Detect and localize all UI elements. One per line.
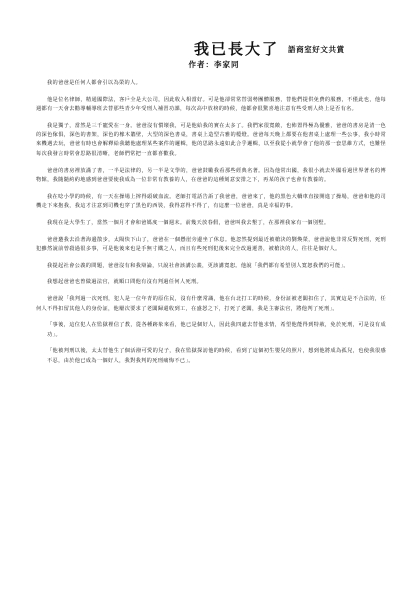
document-title: 我已長大了 <box>194 40 280 58</box>
paragraph: 我想起爸爸也曾做過法官，就順口問他有沒有判過任何人死刑。 <box>47 279 203 286</box>
quote-paragraph: 「他被判刑以後，太太替他生了個活潑可愛的兒子，我在監獄探訪他的時候，看到了這個初生嬰兒的照片，想到他將成為孤兒，也使我很感不忍，由於他已成為一個好人，我對我判的死刑痛悔不已」。 <box>47 348 386 364</box>
paragraph: 爸爸邀我去沿著海邊散步，太陽快下山了，爸爸在一個懸崖旁邊坐了休息。他忽然提到最近被槍決的劉煥榮，爸爸說他非常反對死刑，死刑犯雖然說前曾殺過很多事，可是他後來也是手無寸鐵之人，而且有些死刑犯後來完全改過遷善，被槍決的人，往往是個好人。 <box>36 236 386 252</box>
paragraph: 爸爸的書房裡放滿了書，一半是法律的，另一半是文學的，爸爸鼓勵我看那些經典名著。因為他常出國，我很小就去外國看過世界著名的博物館，我隨隨約約地感到爸爸要使我成為一位非常有教養的人，在爸爸的這種刻意安排之下，再某的孩子也會有教養的。 <box>36 167 386 183</box>
quote-paragraph: 「事後，這位犯人在監獄裡信了教，從各種跡象來看，他已是個好人，因此我四處去替他求情，希望他能得到特赦，免於死刑，可是沒有成功」。 <box>47 322 386 338</box>
paragraph: 我是獨子，當然是三千寵愛在一身。爸爸沒有慣壞我，可是他給我的實在太多了。我們家很寬敞，也佈置得極為優雅，爸爸的書房是清一色的深色傢俱，深色的書架，深色的橡木牆壁，大型的深色書桌，書桌上造型古雅的檯燈。爸爸每天晚上都要在他書桌上處理一些公事，我小時常來機遇去玩，爸爸有時也會解釋給我聽他處理某些案件的邏輯，他的思路永遠如此合乎邏輯，以至我從小就學會了他的那一套思維方式，也難怪每次我發言時常會思路很清晰，老師們常把一直都喜歡我。 <box>36 122 386 157</box>
paragraph: 我提起社會公義的問題，爸爸沒有和我辯論，只說社會該講公義，更該講寬恕。他說「我們都有希望別人寬恕我們的可能」。 <box>47 262 349 269</box>
paragraph: 我在唸小學的時候，有一天在操場上摔得頭破血流。老師打電話告訴了我爸爸，爸爸來了，他的黑色大轎車直接開進了操場，爸爸和他的司機走下來抱我，我這才注意到司機也穿了黑色的西裝，我得意得不得了，有這麼一位爸爸，真是幸福的事。 <box>36 193 386 209</box>
header <box>36 34 386 56</box>
author-line: 作者：李家同 <box>188 60 240 69</box>
article-body <box>36 79 386 366</box>
collection-tag: 語商室好文共賞 <box>288 45 345 54</box>
paragraph: 我現在是大學生了，當然一個月才會和爸媽度一個週末。前幾天放春假，爸爸叫我去墾丁，在那裡我家有一個別墅。 <box>47 219 330 226</box>
paragraph: 我的爸爸是任何人都會引以為榮的人。 <box>47 80 142 86</box>
paragraph: 爸爸說「我判過一次死刑，犯人是一位年青的原住民，沒有什麼常識，他在台北打工的時候，身份証被老闆扣住了，其實這是不合法的，任何人不得扣留其他人的身份証，他屢次要求了老闆歸還收到工，在盛怒之下，打死了老闆，我是主審法官，將他判了死刑」。 <box>36 296 386 312</box>
paragraph: 他是位名律師，精通國際法，客戶全是大公司，因此收入相當好。可是他卻常常替弱勢團體服務，替他們提供免費的服務，不僅此也，他每週都有一天會去勸導輔導班去替那些青少年受刑人補習功課，每次高中放榜的時候，他都會很驚喜地注意有些受刑人終上是否有名。 <box>36 96 386 113</box>
